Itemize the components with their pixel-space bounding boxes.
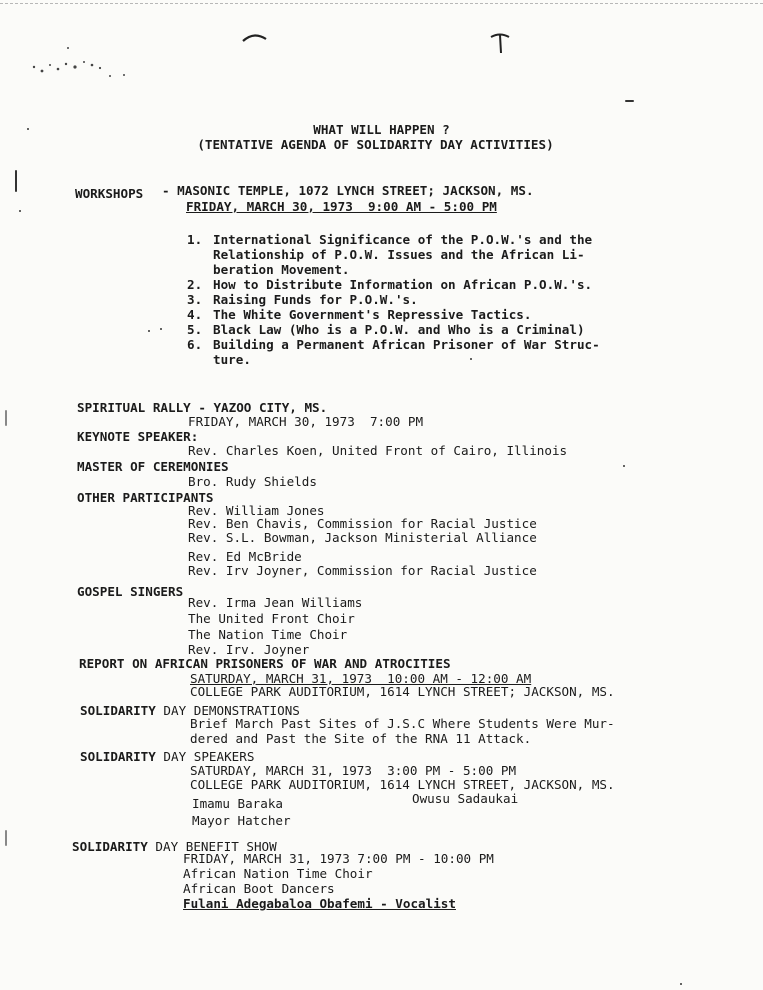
report-location: COLLEGE PARK AUDITORIUM, 1614 LYNCH STREET; JACKSON, MS.	[190, 684, 615, 699]
rally-label: SPIRITUAL RALLY - YAZOO CITY, MS.	[77, 400, 328, 415]
participant: Rev. Ed McBride	[188, 549, 302, 564]
arc-mark	[240, 30, 270, 44]
participants-label: OTHER PARTICIPANTS	[77, 490, 214, 505]
workshops-date: FRIDAY, MARCH 30, 1973 9:00 AM - 5:00 PM	[186, 199, 497, 214]
participant: Rev. S.L. Bowman, Jackson Ministerial Alliance	[188, 530, 537, 545]
keynote-label: KEYNOTE SPEAKER:	[77, 429, 199, 444]
list-item: 3. Raising Funds for P.O.W.'s.	[187, 292, 418, 307]
speaker-name: Owusu Sadaukai	[412, 791, 519, 806]
gospel-singer: Rev. Irv. Joyner	[188, 642, 310, 657]
list-item-continued: Relationship of P.O.W. Issues and the African Li-	[213, 247, 585, 262]
gospel-label: GOSPEL SINGERS	[77, 584, 184, 599]
gospel-singer: The United Front Choir	[188, 611, 355, 626]
page-subtitle: (TENTATIVE AGENDA OF SOLIDARITY DAY ACTIVITIES)	[197, 137, 554, 152]
list-item: 1. International Significance of the P.O.W.'s and the	[187, 232, 593, 247]
speck	[470, 358, 472, 360]
participant: Rev. Irv Joyner, Commission for Racial Justice	[188, 563, 537, 578]
perforation-edge	[0, 3, 763, 4]
speakers-location: COLLEGE PARK AUDITORIUM, 1614 LYNCH STREET, JACKSON, MS.	[190, 777, 615, 792]
demonstrations-line: dered and Past the Site of the RNA 11 Attack.	[190, 731, 532, 746]
list-item: 4. The White Government's Repressive Tactics.	[187, 307, 532, 322]
speck	[160, 328, 162, 330]
speaker-name: Mayor Hatcher	[192, 813, 291, 828]
demonstrations-label: SOLIDARITY DAY DEMONSTRATIONS	[80, 703, 300, 718]
mc-name: Bro. Rudy Shields	[188, 474, 317, 489]
speck	[625, 100, 634, 102]
benefit-act: Fulani Adegabaloa Obafemi - Vocalist	[183, 896, 456, 911]
participant: Rev. William Jones	[188, 503, 325, 518]
gospel-singer: Rev. Irma Jean Williams	[188, 595, 363, 610]
mc-label: MASTER OF CEREMONIES	[77, 459, 229, 474]
benefit-label: SOLIDARITY DAY BENEFIT SHOW	[72, 839, 277, 854]
speck	[148, 330, 150, 332]
list-item: 5. Black Law (Who is a P.O.W. and Who is a Criminal)	[187, 322, 585, 337]
list-item: 6. Building a Permanent African Prisoner of War Struc-	[187, 337, 600, 352]
hook-mark	[488, 30, 512, 56]
benefit-act: African Boot Dancers	[183, 881, 335, 896]
workshops-label: WORKSHOPS	[75, 186, 144, 201]
benefit-act: African Nation Time Choir	[183, 866, 373, 881]
benefit-date: FRIDAY, MARCH 31, 1973 7:00 PM - 10:00 PM	[183, 851, 494, 866]
list-item: 2. How to Distribute Information on African P.O.W.'s.	[187, 277, 593, 292]
speck	[623, 465, 625, 467]
demonstrations-line: Brief March Past Sites of J.S.C Where Students Were Mur-	[190, 716, 615, 731]
list-item-continued: ture.	[213, 352, 251, 367]
speaker-name: Imamu Baraka	[192, 796, 283, 811]
speck	[5, 410, 7, 426]
smudge-marks	[20, 45, 140, 80]
speck	[15, 170, 17, 192]
list-item-continued: beration Movement.	[213, 262, 350, 277]
speck	[19, 210, 21, 212]
speck	[5, 830, 7, 846]
report-label: REPORT ON AFRICAN PRISONERS OF WAR AND ATROCITIES	[79, 656, 451, 671]
gospel-singer: The Nation Time Choir	[188, 627, 348, 642]
speck	[680, 983, 682, 985]
page-title: WHAT WILL HAPPEN ?	[313, 122, 450, 137]
keynote-speaker: Rev. Charles Koen, United Front of Cairo, Illinois	[188, 443, 568, 458]
report-date: SATURDAY, MARCH 31, 1973 10:00 AM - 12:00 AM	[190, 671, 532, 686]
speakers-label: SOLIDARITY DAY SPEAKERS	[80, 749, 255, 764]
workshops-location: - MASONIC TEMPLE, 1072 LYNCH STREET; JACKSON, MS.	[162, 183, 534, 198]
participant: Rev. Ben Chavis, Commission for Racial Justice	[188, 516, 537, 531]
speakers-date: SATURDAY, MARCH 31, 1973 3:00 PM - 5:00 PM	[190, 763, 517, 778]
rally-date: FRIDAY, MARCH 30, 1973 7:00 PM	[188, 414, 424, 429]
